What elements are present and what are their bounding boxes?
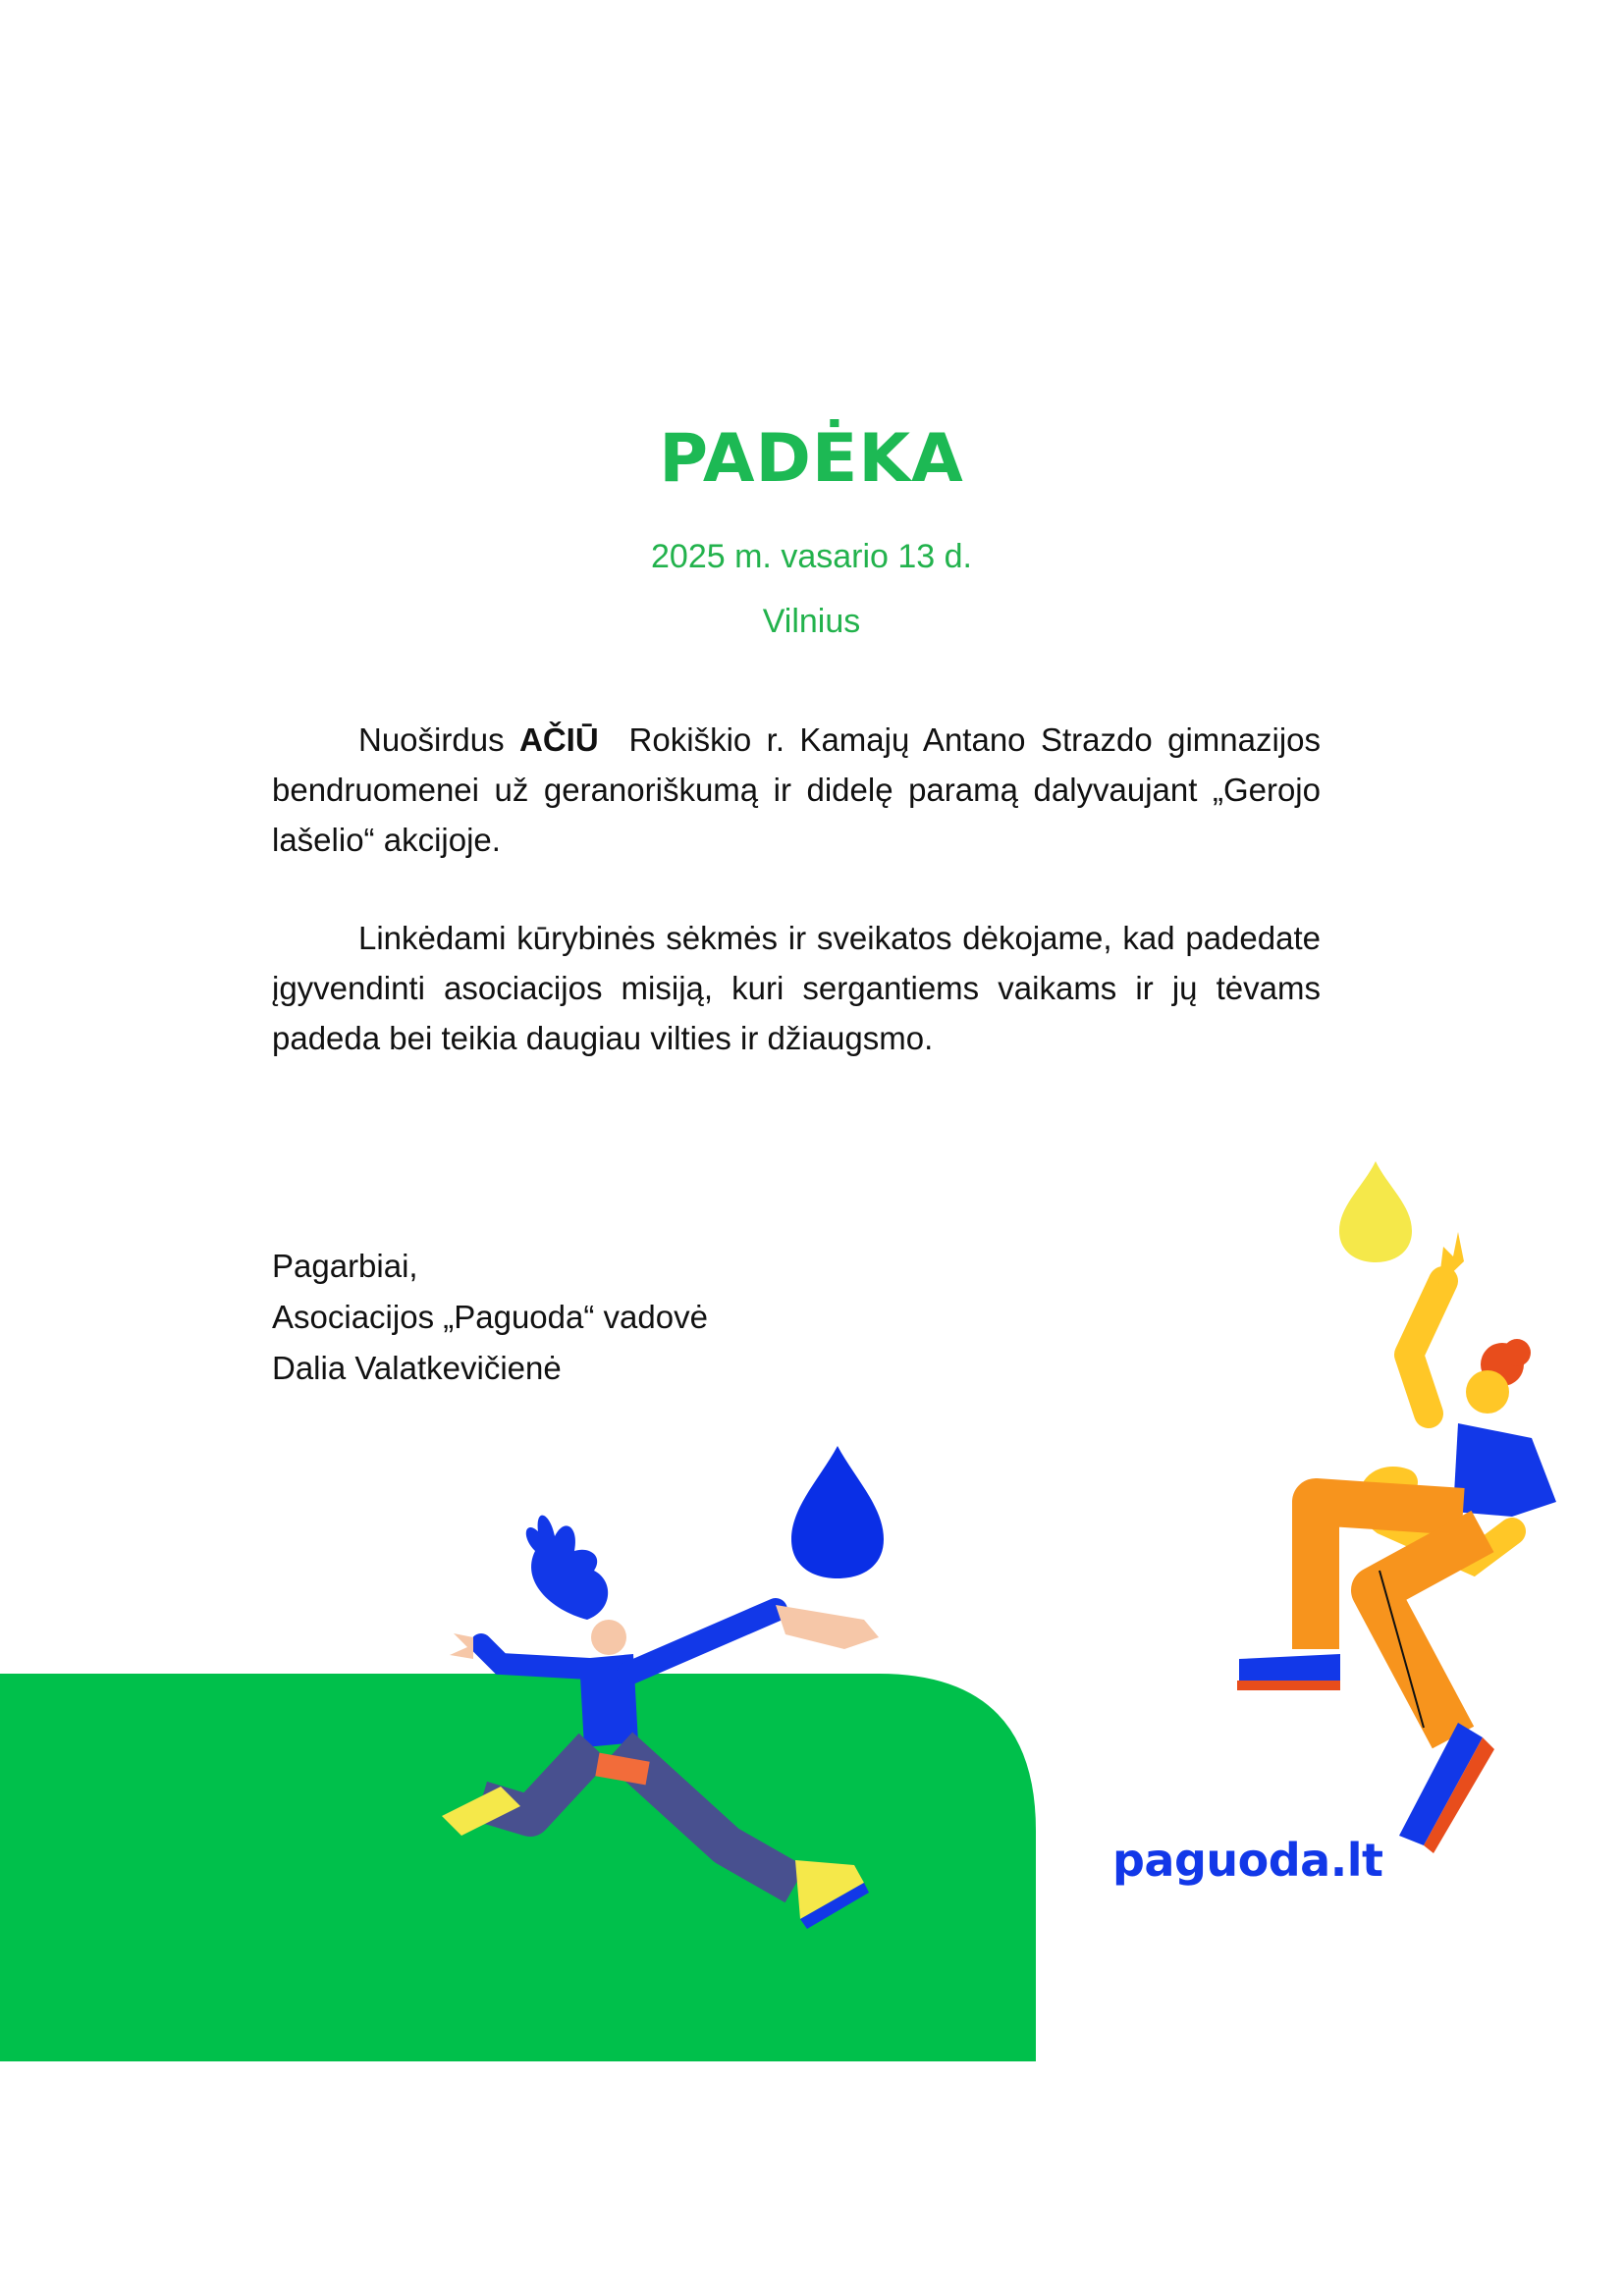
- letter-city: Vilnius: [762, 603, 861, 640]
- yellow-drop-icon: [1339, 1161, 1412, 1262]
- signature-block: [272, 1241, 708, 1394]
- jumping-woman-figure: [1237, 1232, 1556, 1853]
- website-logo: paguoda.lt: [1112, 1834, 1383, 1887]
- paragraph-rest: Rokiškio r. Kamajų Antano Strazdo gimnazijos bendruomenei už geranoriškumą ir didelę paramą dalyvaujant „Gerojo lašelio“ akcijoje.: [272, 721, 1322, 858]
- signature-name: Dalia Valatkevičienė: [272, 1350, 562, 1386]
- page-title: PADĖKA: [659, 420, 964, 498]
- green-field-shape: [0, 1674, 1036, 2061]
- paragraph-wishes: [272, 913, 1321, 1063]
- letter-date: 2025 m. vasario 13 d.: [651, 538, 972, 575]
- signature-role: Asociacijos „Paguoda“ vadovė: [272, 1299, 708, 1335]
- signature-closing: Pagarbiai,: [272, 1248, 418, 1284]
- paragraph-lead: Nuoširdus: [358, 721, 505, 758]
- paragraph-emphasis: AČIŪ: [519, 721, 599, 758]
- paragraph-thanks: [272, 715, 1321, 865]
- blue-drop-icon: [791, 1446, 884, 1578]
- paragraph-wishes-text: Linkėdami kūrybinės sėkmės ir sveikatos dėkojame, kad padedate įgyvendinti asociacijos misiją, kuri sergantiems vaikams ir jų tėvams padeda bei teikia daugiau vilties ir džiaugsmo.: [272, 920, 1321, 1056]
